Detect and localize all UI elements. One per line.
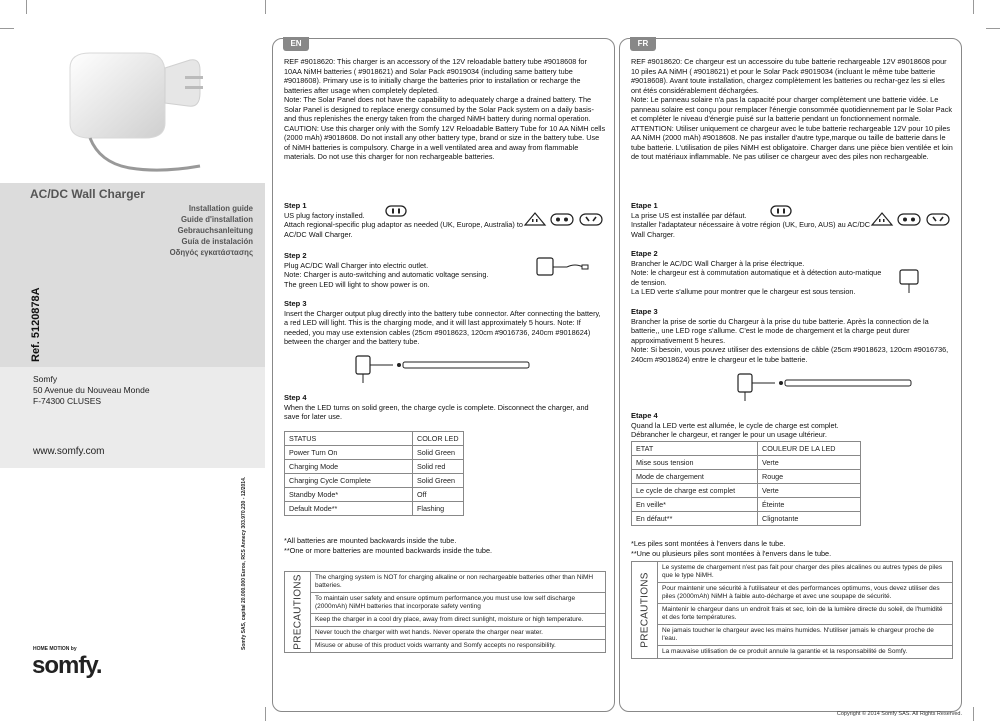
table-cell: Mise sous tension bbox=[632, 456, 758, 470]
precautions-title: PRECAUTIONS bbox=[292, 574, 303, 650]
precaution-item: La mauvaise utilisation de ce produit annule la garantie et la responsabilité de Somfy. bbox=[662, 648, 908, 655]
step-text: Attach regional-specific plug adaptor as needed (UK, Europe, Australia) to AC/DC Wall Charger. bbox=[284, 220, 523, 239]
precaution-item: Maintenir le chargeur dans un endroit frais et sec, loin de la lumière directe du soleil, de l'humidité et des forte températures. bbox=[658, 604, 952, 625]
us-plug-icon bbox=[770, 205, 792, 217]
step-title: Etape 3 bbox=[631, 307, 658, 316]
table-cell: Power Turn On bbox=[285, 446, 413, 460]
address-line: F-74300 CLUSES bbox=[33, 396, 102, 406]
step-title: Step 2 bbox=[284, 251, 307, 260]
step-text: La prise US est installée par défaut. bbox=[631, 210, 747, 220]
crop-mark bbox=[986, 28, 1000, 29]
step-text: Brancher la prise de sortie du Chargeur à la prise du tube batterie. Après la connection de la batterie,, une LED roge s'allume. C'est le mode de chargement et la charge peut durer approximativement 5 heures. bbox=[631, 316, 929, 345]
precautions-box bbox=[284, 571, 606, 653]
led-status-table bbox=[631, 441, 861, 526]
table-cell: Flashing bbox=[413, 502, 464, 516]
company-address bbox=[33, 374, 150, 407]
table-row bbox=[632, 456, 861, 470]
guide-title-el: Οδηγός εγκατάστασης bbox=[169, 248, 253, 257]
table-cell: Le cycle de charge est complet bbox=[632, 484, 758, 498]
footnote: **Une ou plusieurs piles sont montées à l'envers dans le tube. bbox=[631, 548, 832, 558]
table-cell: Standby Mode* bbox=[285, 488, 413, 502]
precaution-item: The charging system is NOT for charging alkaline or non rechargeable batteries other than NiMH batteries. bbox=[311, 572, 605, 593]
table-row bbox=[285, 460, 464, 474]
table-cell: Solid Green bbox=[413, 446, 464, 460]
precautions-label bbox=[632, 562, 658, 658]
precautions-title: PRECAUTIONS bbox=[639, 572, 650, 648]
charger-battery-tube-icon bbox=[735, 369, 915, 405]
panel-english bbox=[272, 38, 615, 712]
crop-mark bbox=[973, 0, 974, 14]
table-header: COLOR LED bbox=[413, 432, 464, 446]
regional-plug-adaptors-icon bbox=[870, 211, 952, 227]
table-cell: En défaut** bbox=[632, 512, 758, 526]
table-cell: Verte bbox=[758, 456, 861, 470]
table-cell: Clignotante bbox=[758, 512, 861, 526]
guide-language-list bbox=[170, 203, 253, 258]
table-row bbox=[285, 488, 464, 502]
precaution-item: Never touch the charger with wet hands. Never operate the charger near water. bbox=[311, 627, 605, 640]
legal-notice: Somfy SAS, capital 20.000.000 Euros, RCS Annecy 303.970.230 - 12/2014. bbox=[241, 476, 247, 650]
step-title: Etape 1 bbox=[631, 201, 658, 210]
step-text: Installer l'adaptateur nécessaire à votre région (UK, Euro, AUS) au AC/DC Wall Charger. bbox=[631, 220, 871, 239]
step-4 bbox=[284, 393, 606, 422]
language-tab-en: EN bbox=[283, 37, 309, 51]
charger-in-outlet-icon bbox=[535, 255, 590, 281]
step-text: Plug AC/DC Wall Charger into electric outlet. bbox=[284, 260, 429, 270]
precaution-item: Ne jamais toucher le chargeur avec les mains humides. N'utiliser jamais le chargeur proche de l'eau. bbox=[658, 625, 952, 646]
table-header: COULEUR DE LA LED bbox=[758, 442, 861, 456]
table-row bbox=[632, 512, 861, 526]
step-text: Note: Si besoin, vous pouvez utiliser des extensions de câble (25cm #9018623, 120cm #9016736, 240cm #9018624) entre le chargeur et le tube batterie. bbox=[631, 345, 949, 364]
copyright-notice: Copyright © 2014 Somfy SAS. All Rights Reserved. bbox=[836, 711, 962, 717]
address-line: Somfy bbox=[33, 374, 58, 384]
table-header: ETAT bbox=[632, 442, 758, 456]
sidebar-lower bbox=[0, 468, 265, 721]
table-row bbox=[632, 484, 861, 498]
precautions-list bbox=[658, 562, 952, 658]
sidebar bbox=[0, 0, 265, 721]
step-text: La LED verte s'allume pour montrer que le chargeur est sous tension. bbox=[631, 287, 856, 296]
led-status-table bbox=[284, 431, 464, 516]
step-text: Brancher le AC/DC Wall Charger à la prise électrique. bbox=[631, 258, 805, 268]
table-cell: Éteinte bbox=[758, 498, 861, 512]
table-row bbox=[632, 498, 861, 512]
table-header: STATUS bbox=[285, 432, 413, 446]
intro-paragraph: Note: Le panneau solaire n'a pas la capacité pour charger complètement une batterie vidée. Le panneau solaire est conçu pour remplacer l'énergie consommée quotidiennement par le Solar Pack et compléter le niveau d'énergie puisé sur la batterie pendant un fonctionnement normale. bbox=[631, 95, 953, 123]
table-cell: Solid Green bbox=[413, 474, 464, 488]
intro-paragraph: Note: The Solar Panel does not have the capability to adequately charge a drained battery. The Solar Panel is designed to replace energy consumed by the Solar Pack system on a daily basis- and thus replenishes the energy taken from the charged NiMH battery during normal operation. bbox=[284, 95, 594, 123]
us-plug-icon bbox=[385, 205, 407, 217]
intro-paragraph: CAUTION: Use this charger only with the Somfy 12V Reloadable Battery Tube for 10 AA NiMH cells (2000 mAh) #9018608. Do not install any other battery type, brand or size in the battery tube. Use of NiMH batteries is compulsory. Charge in a well ventilated area and away from flammable materials. Do not use this charger for non rechargeable batteries. bbox=[284, 123, 606, 161]
step-title: Etape 2 bbox=[631, 249, 658, 258]
step-text: Quand la LED verte est allumée, le cycle de charge est complet. bbox=[631, 420, 839, 430]
precaution-item: Le systeme de chargement n'est pas fait pour charger des piles alcalines ou autres types de piles que le type NiMH. bbox=[658, 562, 952, 583]
step-text: Insert the Charger output plug directly into the battery tube connector. After connecting the battery, a red LED will light. This is the charging mode, and it will last approximately 5 hours. Note: If needed, you may use extension cables (25cm #9018623, 120cm #9016736, 240cm #9018624) between the charger and the battery tube. bbox=[284, 308, 601, 346]
intro-paragraph: ATTENTION: Utiliser uniquement ce chargeur avec le tube batterie rechargeable 12V pour 10 piles AA NiMH (2000 mAh) #9018608. Ne pas installer d'autre type,marque ou taille de batterie dans le tube batterie. L'utilisation de piles NiMH est obligatoire. Charger dans une pièce bien ventilée et loin de tout matériaux inflammable. Ne pas utiliser ce chargeur avec des piles non rechargeable. bbox=[631, 123, 953, 161]
table-cell: Off bbox=[413, 488, 464, 502]
table-row bbox=[285, 502, 464, 516]
precautions-list bbox=[311, 572, 605, 652]
table-row bbox=[285, 474, 464, 488]
step-3 bbox=[284, 299, 606, 347]
somfy-logo: somfy. bbox=[32, 652, 102, 679]
step-title: Step 3 bbox=[284, 299, 307, 308]
footnotes bbox=[631, 539, 953, 558]
step-2 bbox=[631, 249, 891, 297]
step-2 bbox=[284, 251, 534, 289]
crop-mark bbox=[265, 707, 266, 721]
step-title: Step 4 bbox=[284, 393, 307, 402]
address-line: 50 Avenue du Nouveau Monde bbox=[33, 385, 150, 395]
table-header-row bbox=[285, 432, 464, 446]
footnote: **One or more batteries are mounted backwards inside the tube. bbox=[284, 545, 493, 555]
table-row bbox=[632, 470, 861, 484]
intro-text bbox=[284, 57, 606, 162]
table-header-row bbox=[632, 442, 861, 456]
intro-paragraph: REF #9018620: This charger is an accessory of the 12V reloadable battery tube #9018608 for 10AA NiMH batteries ( #9018621) and Solar Pack #9019034 (including same battery tube #9018608). Primary use is to initially charge the batteries prior to installation or recharge the batteries after usage when completely depleted. bbox=[284, 57, 587, 95]
step-text: Débrancher le chargeur, et ranger le pour un usage ultérieur. bbox=[631, 430, 827, 439]
footnote: *All batteries are mounted backwards inside the tube. bbox=[284, 536, 457, 545]
step-title: Step 1 bbox=[284, 201, 307, 210]
step-3 bbox=[631, 307, 953, 364]
precautions-box bbox=[631, 561, 953, 659]
table-row bbox=[285, 446, 464, 460]
precaution-item: To maintain user safety and ensure optimum performance,you must use low self discharge (2000mAh) NiMH batteries that incorporate safety venting bbox=[311, 593, 605, 614]
crop-mark bbox=[265, 0, 266, 14]
reference-number: Ref. 5120878A bbox=[30, 287, 42, 362]
precaution-item: Misuse or abuse of this product voids warranty and Somfy accepts no responsibility. bbox=[315, 642, 556, 649]
panel-french bbox=[619, 38, 962, 712]
step-text: Note: Charger is auto-switching and automatic voltage sensing. bbox=[284, 270, 489, 279]
regional-plug-adaptors-icon bbox=[523, 211, 605, 227]
crop-mark bbox=[973, 707, 974, 721]
table-cell: Solid red bbox=[413, 460, 464, 474]
language-tab-fr: FR bbox=[630, 37, 656, 51]
step-text: When the LED turns on solid green, the charge cycle is complete. Disconnect the charger, and save for later use. bbox=[284, 402, 589, 421]
product-title: AC/DC Wall Charger bbox=[30, 187, 145, 201]
step-title: Etape 4 bbox=[631, 411, 658, 420]
guide-title-fr: Guide d'installation bbox=[180, 215, 253, 224]
table-cell: Verte bbox=[758, 484, 861, 498]
precaution-item: Keep the charger in a cool dry place, away from direct sunlight, moisture or high temperature. bbox=[311, 614, 605, 627]
precaution-item: Pour maintenir une sécurité à l'utilisateur et des performances optimums, vous devez utiliser des piles (2000mAh) NiMH à faible auto-décharge et avec une soupape de sécurité. bbox=[658, 583, 952, 604]
website-link[interactable]: www.somfy.com bbox=[33, 446, 105, 457]
intro-text bbox=[631, 57, 953, 162]
charger-image bbox=[60, 38, 210, 178]
step-4 bbox=[631, 411, 953, 440]
footnote: *Les piles sont montées à l'envers dans le tube. bbox=[631, 539, 786, 548]
table-cell: En veille* bbox=[632, 498, 758, 512]
charger-battery-tube-icon bbox=[353, 351, 533, 387]
guide-title-en: Installation guide bbox=[188, 204, 253, 213]
footnotes bbox=[284, 536, 606, 555]
guide-title-de: Gebrauchsanleitung bbox=[177, 226, 253, 235]
table-cell: Default Mode** bbox=[285, 502, 413, 516]
precautions-label bbox=[285, 572, 311, 652]
intro-paragraph: REF #9018620: Ce chargeur est un accessoire du tube batterie rechargeable 12V #9018608 pour 10 piles AA NiMH ( #9018621) et pour le Solar Pack #9019034 (incluant le même tube batterie #9018608). Avant toute installation, chargez complètement les batteries ou rechar-gez les si elles ont étés considérablement déchargées. bbox=[631, 57, 947, 95]
step-text: Note: le chargeur est à commutation automatique et à détection auto-matique de tension. bbox=[631, 268, 882, 287]
step-text: The green LED will light to show power is on. bbox=[284, 279, 430, 289]
table-cell: Rouge bbox=[758, 470, 861, 484]
guide-title-es: Guía de instalación bbox=[181, 237, 253, 246]
product-image-area bbox=[0, 33, 265, 183]
table-cell: Charging Mode bbox=[285, 460, 413, 474]
table-cell: Charging Cycle Complete bbox=[285, 474, 413, 488]
charger-in-outlet-icon bbox=[898, 267, 928, 295]
step-text: US plug factory installed. bbox=[284, 210, 365, 220]
table-cell: Mode de chargement bbox=[632, 470, 758, 484]
brand-tagline: HOME MOTION by bbox=[33, 646, 77, 652]
step-1 bbox=[631, 201, 871, 239]
